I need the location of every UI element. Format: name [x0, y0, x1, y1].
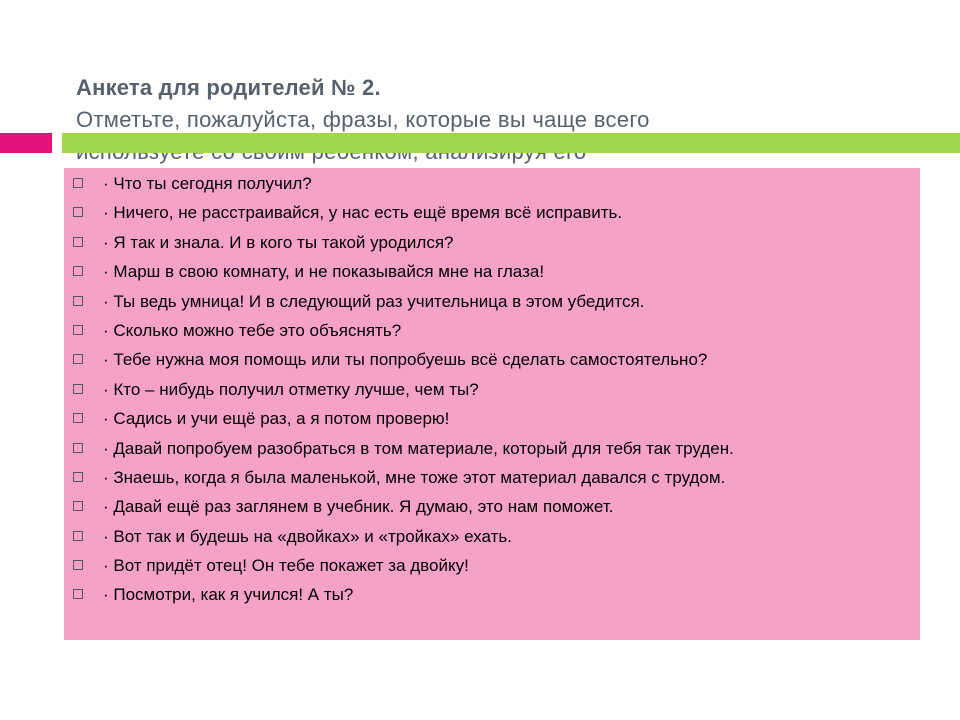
- list-item: [64, 173, 920, 202]
- list-item: [64, 379, 920, 408]
- square-bullet-icon: [73, 589, 83, 599]
- list-item: [64, 496, 920, 525]
- slide-title: [76, 72, 936, 172]
- square-bullet-icon: [73, 531, 83, 541]
- square-bullet-icon: [73, 354, 83, 364]
- list-item: [64, 438, 920, 467]
- square-bullet-icon: [73, 384, 83, 394]
- list-item: [64, 261, 920, 290]
- square-bullet-icon: [73, 237, 83, 247]
- square-bullet-icon: [73, 178, 83, 188]
- phrase-text: · Тебе нужна моя помощь или ты попробуешь всё сделать самостоятельно?: [103, 350, 708, 370]
- list-item: [64, 291, 920, 320]
- list-item: [64, 526, 920, 555]
- phrase-text: · Знаешь, когда я была маленькой, мне тоже этот материал давался с трудом.: [103, 467, 726, 487]
- phrase-text: · Ты ведь умница! И в следующий раз учительница в этом убедится.: [103, 291, 645, 311]
- phrase-text: · Что ты сегодня получил?: [103, 174, 312, 193]
- square-bullet-icon: [73, 296, 83, 306]
- list-item: [64, 349, 920, 378]
- phrase-list-panel: [64, 168, 920, 640]
- phrase-list: [64, 173, 920, 614]
- list-item: [64, 232, 920, 261]
- list-item: [64, 202, 920, 231]
- phrase-text: · Садись и учи ещё раз, а я потом проверю!: [103, 409, 450, 429]
- list-item: [64, 408, 920, 437]
- phrase-text: · Вот так и будешь на «двойках» и «тройках» ехать.: [103, 526, 512, 546]
- square-bullet-icon: [73, 443, 83, 453]
- phrase-text: · Посмотри, как я учился! А ты?: [103, 585, 354, 605]
- list-item: [64, 467, 920, 496]
- phrase-text: · Кто – нибудь получил отметку лучше, чем ты?: [103, 379, 479, 399]
- title-heading: Анкета для родителей № 2.: [76, 75, 381, 100]
- square-bullet-icon: [73, 501, 83, 511]
- phrase-text: · Давай попробуем разобраться в том материале, который для тебя так труден.: [103, 438, 734, 458]
- list-item: [64, 584, 920, 613]
- phrase-text: · Марш в свою комнату, и не показывайся мне на глаза!: [103, 262, 545, 282]
- phrase-text: · Я так и знала. И в кого ты такой уродился?: [103, 232, 454, 252]
- accent-bar-magenta: [0, 133, 52, 153]
- phrase-text: · Давай ещё раз заглянем в учебник. Я думаю, это нам поможет.: [103, 497, 614, 517]
- square-bullet-icon: [73, 266, 83, 276]
- square-bullet-icon: [73, 472, 83, 482]
- accent-bar-green: [62, 133, 960, 153]
- square-bullet-icon: [73, 560, 83, 570]
- list-item: [64, 320, 920, 349]
- phrase-text: · Ничего, не расстраивайся, у нас есть ещё время всё исправить.: [103, 203, 623, 223]
- title-subtitle-line: Отметьте, пожалуйста, фразы, которые вы чаще всего: [76, 107, 650, 132]
- phrase-text: · Вот придёт отец! Он тебе покажет за двойку!: [103, 556, 469, 576]
- square-bullet-icon: [73, 325, 83, 335]
- square-bullet-icon: [73, 413, 83, 423]
- list-item: [64, 555, 920, 584]
- square-bullet-icon: [73, 207, 83, 217]
- phrase-text: · Сколько можно тебе это объяснять?: [103, 320, 402, 340]
